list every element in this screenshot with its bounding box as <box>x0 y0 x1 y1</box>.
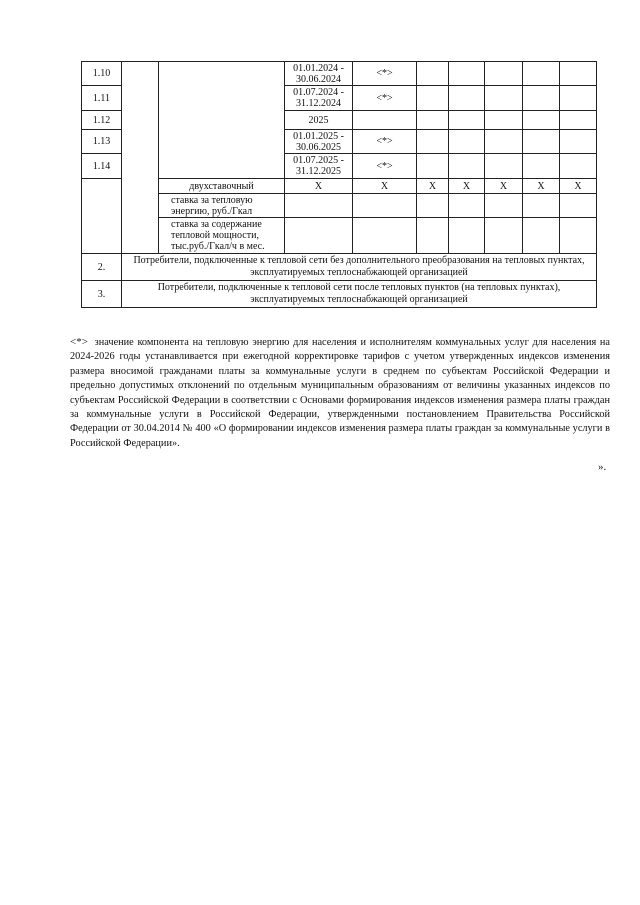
period-cell: 01.07.2025 - 31.12.2025 <box>285 154 353 179</box>
empty-column-cell <box>122 62 159 254</box>
value-cell: <*> <box>353 86 417 111</box>
section-number: 2. <box>82 254 122 281</box>
period-cell: 01.01.2025 - 30.06.2025 <box>285 130 353 154</box>
x-mark: X <box>523 179 560 194</box>
two-rate-label: двухставочный <box>159 179 285 194</box>
table-row <box>82 62 597 86</box>
value-cell: <*> <box>353 154 417 179</box>
tariff-table <box>81 61 597 308</box>
section-number: 3. <box>82 281 122 308</box>
value-cell <box>353 111 417 130</box>
section-row <box>82 254 597 281</box>
footnote-text: значение компонента на тепловую энергию для населения и исполнителям коммунальных услуг для населения на 2024-2026 годы устанавливается при ежегодной корректировке тарифов с учетом утвержденных индексов изменения размера вносимой гражданами платы за коммунальные услуги в среднем по субъектам Российской Федерации и предельно допустимых отклонений по отдельным муниципальным образованиям от величины указанных индексов по субъектам Российской Федерации в соответствии с Основами формирования индексов изменения размера платы граждан за коммунальные услуги в Российской Федерации, утвержденными постановлением Правительства Российской Федерации от 30.04.2014 № 400 «О формировании индексов изменения размера платы граждан за коммунальные услуги в Российской Федерации». <box>70 337 610 449</box>
rate-heat-row <box>82 194 597 218</box>
x-mark: X <box>449 179 485 194</box>
row-number: 1.12 <box>82 111 122 130</box>
period-cell: 2025 <box>285 111 353 130</box>
value-cell: <*> <box>353 62 417 86</box>
row-number: 1.14 <box>82 154 122 179</box>
period-cell: 01.01.2024 - 30.06.2024 <box>285 62 353 86</box>
row-number: 1.10 <box>82 62 122 86</box>
empty-label-cell <box>159 62 285 179</box>
period-cell: 01.07.2024 - 31.12.2024 <box>285 86 353 111</box>
footnote <box>70 335 610 451</box>
x-mark: X <box>353 179 417 194</box>
closing-quote: ». <box>598 461 607 473</box>
section-row <box>82 281 597 308</box>
rate-capacity-label: ставка за содержание тепловой мощности, тыс.руб./Гкал/ч в мес. <box>159 218 285 254</box>
section-title: Потребители, подключенные к тепловой сети после тепловых пунктов (на тепловых пунктах), эксплуатируемых теплоснабжающей организацией <box>122 281 597 308</box>
empty-number-cell <box>82 179 122 254</box>
x-mark: X <box>285 179 353 194</box>
value-cell: <*> <box>353 130 417 154</box>
two-rate-row <box>82 179 597 194</box>
x-mark: X <box>417 179 449 194</box>
x-mark: X <box>485 179 523 194</box>
rate-heat-label: ставка за тепловую энергию, руб./Гкал <box>159 194 285 218</box>
x-mark: X <box>560 179 597 194</box>
section-title: Потребители, подключенные к тепловой сети без дополнительного преобразования на тепловых пунктах, эксплуатируемых теплоснабжающей организацией <box>122 254 597 281</box>
row-number: 1.11 <box>82 86 122 111</box>
row-number: 1.13 <box>82 130 122 154</box>
rate-capacity-row <box>82 218 597 254</box>
footnote-marker: <*> <box>70 336 88 348</box>
